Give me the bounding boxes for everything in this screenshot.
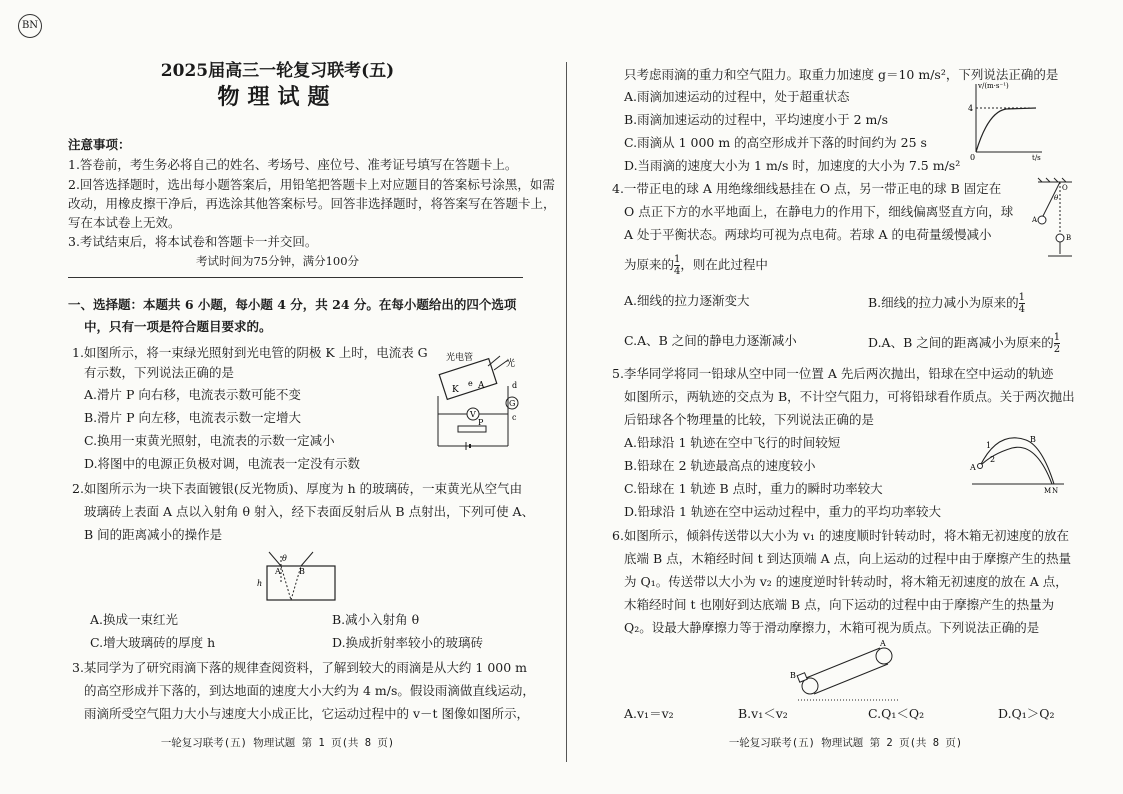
q5-option-b: B.铅球在 2 轨迹最高点的速度较小: [624, 458, 816, 473]
q5-label-b: B: [1030, 435, 1036, 444]
q1-option-a: A.滑片 P 向右移，电流表示数可能不变: [84, 387, 301, 402]
q2-option-b: B.减小入射角 θ: [332, 612, 420, 627]
q1-label-a: A: [478, 381, 485, 391]
q1-label-d: d: [512, 381, 518, 390]
page-2: [568, 0, 1123, 794]
page-2-footer: 一轮复习联考(五) 物理试题 第 2 页(共 8 页): [728, 737, 963, 749]
exam-title: 2025届高三一轮复习联考(五): [160, 61, 395, 81]
q5-option-a: A.铅球沿 1 轨迹在空中飞行的时间较短: [624, 435, 841, 450]
q1-photoelectric-circuit-figure: [428, 348, 528, 458]
q6-option-a: A.v₁＝v₂: [624, 706, 674, 721]
q1-label-k: K: [452, 385, 459, 395]
q2-stem-2: 玻璃砖上表面 A 点以入射角 θ 射入，经下表面反射后从 B 点射出，下列可使 A、: [84, 504, 535, 519]
q6-stem-2: 底端 B 点，木箱经时间 t 到达顶端 A 点，向上运动的过程中由于摩擦产生的热量: [624, 551, 1072, 566]
note-line-3: 改动，用橡皮擦干净后，再选涂其他答案标号。回答非选择题时，将答案写在答题卡上，: [68, 196, 556, 211]
q1-stem-1: 1.如图所示，将一束绿光照射到光电管的阴极 K 上时，电流表 G: [72, 345, 428, 360]
q3-graph-tick-4: 4: [968, 104, 974, 113]
q4-label-b: B: [1066, 234, 1072, 242]
q4-option-d: D.A、B 之间的距离减小为原来的 $\frac{1}{2}$: [868, 332, 1061, 355]
q1-label-e: e: [468, 379, 473, 388]
q1-label-light: 光: [506, 359, 516, 369]
q2-option-d: D.换成折射率较小的玻璃砖: [332, 635, 484, 650]
q2-option-a: A.换成一束红光: [90, 612, 179, 627]
q1-stem-2: 有示数，下列说法正确的是: [84, 365, 235, 380]
page-1: [0, 0, 555, 794]
q3-stem-3: 雨滴所受空气阻力大小与速度大小成正比，它运动过程中的 v－t 图像如图所示，: [84, 706, 530, 721]
q6-label-a: A: [880, 639, 886, 648]
q3-option-a: A.雨滴加速运动的过程中，处于超重状态: [624, 89, 850, 104]
q5-stem-1: 5.李华同学将同一铅球从空中同一位置 A 先后两次抛出，铅球在空中运动的轨迹: [612, 366, 1054, 381]
q2-glass-block-figure: [255, 552, 355, 604]
q4-stem-2: O 点正下方的水平地面上，在静电力的作用下，细线偏离竖直方向，球: [624, 204, 1014, 219]
q1-label-p: P: [478, 418, 484, 427]
subject-title: 物理试题: [217, 84, 338, 110]
q4-option-b: B.细线的拉力减小为原来的 $\frac{1}{4}$: [868, 292, 1026, 315]
q5-option-d: D.铅球沿 1 轨迹在空中运动过程中，重力的平均功率较大: [624, 504, 941, 519]
page-1-footer: 一轮复习联考(五) 物理试题 第 1 页(共 8 页): [160, 737, 395, 749]
q5-trajectories-figure: [968, 430, 1068, 496]
q6-label-b: B: [790, 671, 796, 680]
q3-graph-xlabel: t/s: [1032, 154, 1041, 162]
q5-label-a: A: [970, 463, 976, 472]
notes-heading: 注意事项：: [68, 137, 131, 152]
q6-option-c: C.Q₁＜Q₂: [868, 706, 925, 721]
q2-label-theta: θ: [282, 554, 287, 563]
header-rule: [68, 277, 523, 278]
q6-stem-4: 木箱经时间 t 也刚好到达底端 B 点，向下运动的过程中由于摩擦产生的热量为: [624, 597, 1055, 612]
q3-stem-2: 的高空形成并下落的，到达地面的速度大小大约为 4 m/s。假设雨滴做直线运动，: [84, 683, 535, 698]
q6-stem-1: 6.如图所示，倾斜传送带以大小为 v₁ 的速度顺时针转动时，将木箱无初速度的放在: [612, 528, 1069, 543]
q2-stem-3: B 间的距离减小的操作是: [84, 527, 223, 542]
q1-label-c: c: [512, 413, 517, 422]
q5-stem-2: 如图所示，两轨迹的交点为 B，不计空气阻力，可将铅球看作质点。关于两次抛出: [624, 389, 1075, 404]
note-line-2: 2.回答选择题时，选出每小题答案后，用铅笔把答题卡上对应题目的答案标号涂黑，如需: [68, 177, 555, 192]
q3-stem-cont: 只考虑雨滴的重力和空气阻力。取重力加速度 g＝10 m/s²，下列说法正确的是: [624, 67, 1059, 82]
q5-option-c: C.铅球在 1 轨迹 B 点时，重力的瞬时功率较大: [624, 481, 883, 496]
q5-label-n: N: [1052, 487, 1059, 495]
q4-option-a: A.细线的拉力逐渐变大: [624, 293, 750, 308]
q6-stem-5: Q₂。设最大静摩擦力等于滑动摩擦力，木箱可视为质点。下列说法正确的是: [624, 620, 1040, 635]
q2-label-a: A: [275, 567, 281, 576]
q3-option-b: B.雨滴加速运动的过程中，平均速度小于 2 m/s: [624, 112, 889, 127]
q2-label-h: h: [257, 579, 263, 588]
q4-label-o: O: [1062, 184, 1068, 192]
q2-stem-1: 2.如图所示为一块下表面镀银(反光物质)、厚度为 h 的玻璃砖，一束黄光从空气由: [72, 481, 523, 496]
q6-option-b: B.v₁＜v₂: [738, 706, 788, 721]
q4-stem-1: 4.一带正电的球 A 用绝缘细线悬挂在 O 点，另一带正电的球 B 固定在: [612, 181, 1002, 196]
note-line-1: 1.答卷前，考生务必将自己的姓名、考场号、座位号、准考证号填写在答题卡上。: [68, 157, 518, 172]
q3-option-c: C.雨滴从 1 000 m 的高空形成并下落的时间约为 25 s: [624, 135, 927, 150]
q6-stem-3: 为 Q₁。传送带以大小为 v₂ 的速度逆时针转动时，将木箱无初速度的放在 A 点，: [624, 574, 1068, 589]
q4-stem-4: 为原来的 $\frac{1}{4}$ ，则在此过程中: [624, 254, 768, 277]
note-line-5: 3.考试结束后，将本试卷和答题卡一并交回。: [68, 234, 318, 249]
q6-option-d: D.Q₁＞Q₂: [998, 706, 1055, 721]
q6-conveyor-figure: [788, 640, 908, 704]
exam-info: 考试时间为75分钟，满分100分: [195, 254, 360, 268]
q4-label-a: A: [1032, 216, 1038, 224]
q1-label-tube: 光电管: [446, 353, 474, 363]
section1-heading: 一、选择题：本题共 6 小题，每小题 4 分，共 24 分。在每小题给出的四个选项: [68, 297, 517, 312]
q3-graph-ylabel: v/(m·s⁻¹): [978, 82, 1009, 90]
q1-label-g: G: [509, 399, 516, 408]
q5-label-1: 1: [986, 441, 992, 450]
page-divider: [566, 62, 567, 762]
q1-option-b: B.滑片 P 向左移，电流表示数一定增大: [84, 410, 302, 425]
q5-label-m: M: [1044, 487, 1052, 495]
q4-option-c: C.A、B 之间的静电力逐渐减小: [624, 333, 797, 348]
note-line-4: 写在本试卷上无效。: [68, 215, 181, 230]
q4-label-theta: θ: [1054, 194, 1059, 202]
q1-option-d: D.将图中的电源正负极对调，电流表一定没有示数: [84, 456, 361, 471]
corner-logo-mark: BN: [18, 14, 42, 38]
q2-option-c: C.增大玻璃砖的厚度 h: [90, 635, 216, 650]
q4-stem-3: A 处于平衡状态。两球均可视为点电荷。若球 A 的电荷量缓慢减小: [624, 227, 992, 242]
q1-label-v: V: [470, 410, 476, 419]
q1-option-c: C.换用一束黄光照射，电流表的示数一定减小: [84, 433, 335, 448]
section1-heading-cont: 中，只有一项是符合题目要求的。: [84, 319, 272, 334]
q2-label-b: B: [299, 567, 305, 576]
q4-charged-spheres-figure: [1030, 176, 1080, 266]
q3-option-d: D.当雨滴的速度大小为 1 m/s 时，加速度的大小为 7.5 m/s²: [624, 158, 961, 173]
q5-label-2: 2: [990, 455, 996, 464]
q3-graph-origin: 0: [970, 153, 976, 162]
q3-vt-graph-figure: [966, 80, 1046, 162]
q3-stem-1: 3.某同学为了研究雨滴下落的规律查阅资料，了解到较大的雨滴是从大约 1 000 m: [72, 660, 528, 675]
q5-stem-3: 后铅球各个物理量的比较，下列说法正确的是: [624, 412, 875, 427]
